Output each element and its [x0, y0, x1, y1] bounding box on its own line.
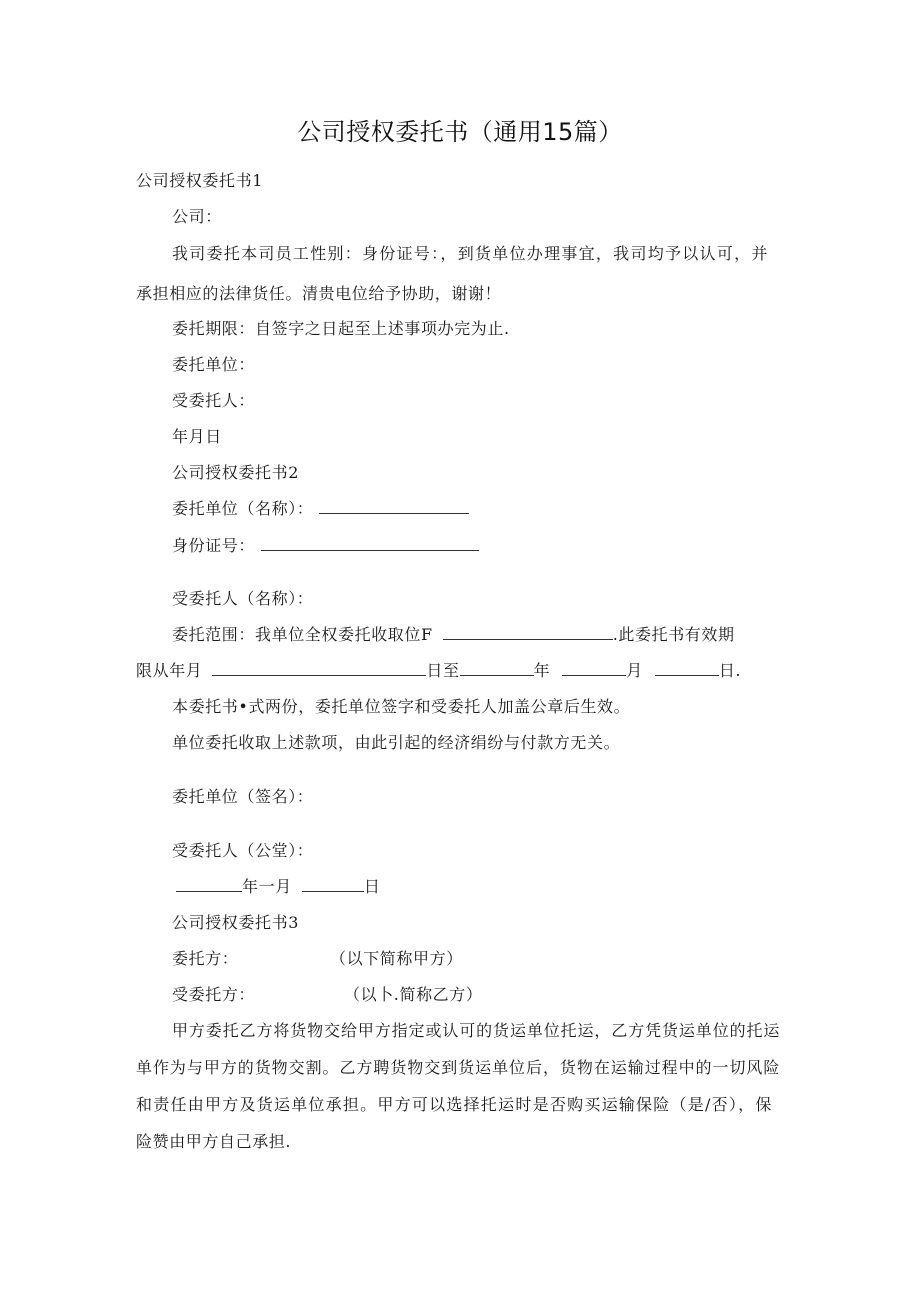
section3-principal-label: 委托方：	[172, 949, 239, 968]
date-day-blank[interactable]	[302, 877, 364, 892]
section2-date-row	[176, 876, 380, 898]
section1-agent: 受委托人：	[172, 391, 256, 410]
period-end-year-blank[interactable]	[460, 661, 534, 676]
period-end-day-blank[interactable]	[655, 661, 719, 676]
section1-heading: 公司授权委托书1	[136, 171, 263, 190]
section2-agent-name-label: 受委托人（名称）：	[172, 589, 314, 608]
period-end-month-blank[interactable]	[562, 661, 626, 676]
section2-scope-row	[172, 624, 735, 646]
section3-heading: 公司授权委托书3	[172, 913, 299, 932]
section3-paragraph-line2: 单作为与甲方的货物交割。乙方聘货物交到货运单位后，货物在运输过程中的一切风险	[136, 1058, 780, 1077]
unit-name-blank[interactable]	[319, 499, 469, 514]
section1-date: 年月日	[172, 427, 222, 446]
section2-id-row	[172, 535, 479, 557]
section1-period: 委托期限：自签字之日起至上述事项办完为止.	[172, 319, 510, 338]
section2-id-label: 身份证号：	[172, 536, 256, 555]
section3-paragraph-line4: 险赞由甲方自己承担.	[136, 1132, 292, 1151]
section1-salutation: 公司：	[172, 207, 222, 226]
section3-paragraph-line3: 和责任由甲方及货运单位承担。甲方可以选择托运时是否购买运输保险（是/否），保	[136, 1095, 772, 1114]
section2-heading: 公司授权委托书2	[172, 463, 299, 482]
section2-period-prefix: 限从年月	[136, 661, 203, 680]
section2-date-day: 日	[363, 877, 381, 896]
section3-principal-note: （以下简称甲方）	[330, 949, 463, 968]
section2-period-day-to: 日至	[426, 661, 460, 680]
section1-paragraph-line1: 我司委托本司员工性别：身份证号：，到货单位办理事宜，我司均予以认可，并	[172, 244, 768, 263]
section2-period-year: 年	[533, 661, 551, 680]
section2-scope-prefix: 委托范围：我单位全权委托收取位F	[172, 625, 433, 644]
section2-scope-suffix: .此委托书有效期	[612, 625, 735, 644]
section2-disclaimer: 单位委托收取上述款项，由此引起的经济绢纷与付款方无关。	[172, 733, 621, 752]
section2-period-row	[136, 660, 741, 682]
section2-unit-name-row	[172, 498, 469, 520]
section2-agent-seal: 受委托人（公堂）：	[172, 841, 314, 860]
section3-paragraph-line1: 甲方委托乙方将货物交给甲方指定或认可的货运单位托运，乙方凭货运单位的托运	[172, 1021, 780, 1040]
scope-blank[interactable]	[443, 625, 613, 640]
section2-date-year-month: 年一月	[242, 877, 292, 896]
section1-paragraph-line2: 承担相应的法律货任。清贵电位给予协助，谢谢！	[136, 284, 502, 303]
date-year-blank[interactable]	[176, 877, 242, 892]
id-number-blank[interactable]	[261, 536, 479, 551]
section3-agent-label: 受委托方：	[172, 985, 256, 1004]
section2-unit-name-label: 委托单位（名称）：	[172, 499, 314, 518]
document-title: 公司授权委托书（通用15篇）	[297, 118, 623, 146]
section1-unit: 委托单位：	[172, 355, 256, 374]
section2-copies: 本委托书•式两份，委托单位签字和受委托人加盖公章后生效。	[172, 697, 631, 716]
period-start-blank[interactable]	[212, 661, 426, 676]
section2-unit-sign: 委托单位（签名）：	[172, 787, 314, 806]
section2-period-day-end: 日.	[718, 661, 742, 680]
section2-period-month: 月	[626, 661, 643, 680]
section3-agent-note: （以卜.简称乙方）	[344, 985, 483, 1004]
